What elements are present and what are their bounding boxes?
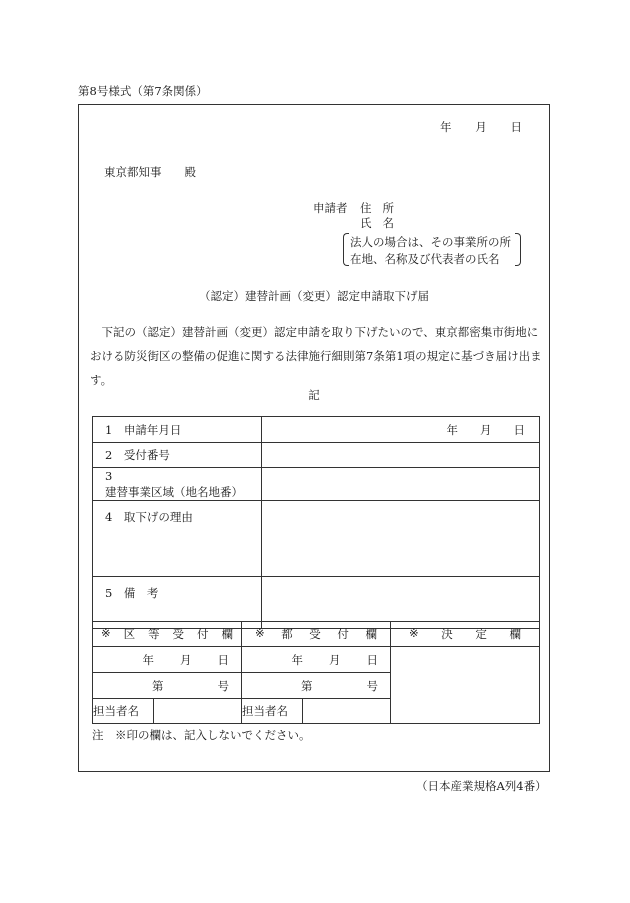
metro-date-chars [242,652,390,668]
body-indent [90,325,102,339]
table-row [93,468,540,501]
header-char: 欄 [221,627,233,641]
metro-number-chars [242,678,390,694]
day-label: 日 [217,652,229,667]
header-char: 都 [281,627,293,641]
year-label: 年 [446,422,458,437]
number-prefix: 第 [152,678,164,693]
row-label: 備 考 [123,586,159,600]
metro-receipt-number[interactable] [242,673,391,699]
header-char: 受 [172,627,185,641]
corporation-note-line-2: 在地、名称及び代表者の氏名 [350,252,500,266]
left-bracket [343,233,349,266]
mark-icon: ※ [255,626,265,640]
number-suffix: 号 [366,678,378,693]
row-number: 3 [105,469,113,483]
decision-header [391,622,540,647]
row-label: 建替事業区域（地名地番） [105,485,243,499]
row-label: 申請年月日 [123,422,182,437]
number-prefix: 第 [301,678,313,693]
metro-receipt-date[interactable] [242,647,391,673]
submission-date [440,119,522,135]
ward-receipt-date[interactable] [93,647,242,673]
corporation-note [343,233,521,266]
address-char-2: 所 [382,201,394,215]
header-char: 付 [197,627,209,641]
withdrawal-reason-field[interactable] [262,501,540,577]
project-area-field[interactable] [262,468,540,501]
address-char-1: 住 [360,201,372,215]
ki-heading: 記 [308,388,320,402]
body-text: 下記の（認定）建替計画（変更）認定申請を取り下げたいので、東京都密集市街地における防災街区の整備の促進に関する法律施行細則第7条第1項の規定に基づき届け出ます。 [90,325,542,387]
applicant-name-label [360,215,394,231]
day-label: 日 [513,422,525,437]
ward-number-chars [93,678,241,694]
application-table [92,416,540,629]
decision-header-text [409,626,521,642]
applicant-address-label [360,200,394,216]
receipt-number-field[interactable] [262,443,540,468]
document-title: （認定）建替計画（変更）認定申請取下げ届 [199,289,429,303]
ward-receipt-number[interactable] [93,673,242,699]
metro-staff-field[interactable] [303,699,391,724]
name-char-1: 氏 [360,216,372,230]
metro-staff-label: 担当者名 [242,699,303,724]
row-number: 2 [105,448,113,462]
number-suffix: 号 [217,678,229,693]
header-char: 欄 [509,627,521,641]
row-number: 4 [105,510,113,524]
addressee [104,164,196,180]
body-paragraph [90,320,542,392]
addressee-honorific: 殿 [184,165,196,179]
header-char: 決 [441,627,453,641]
office-use-table [92,621,540,724]
paper-size-spec: （日本産業規格A列4番） [416,779,547,793]
corporation-note-text [350,234,511,268]
month-label: 月 [475,120,487,134]
row-label-application-date [93,417,262,443]
day-label: 日 [366,652,378,667]
year-label: 年 [440,120,452,134]
ward-receipt-header-text [101,626,233,642]
row-label-withdrawal-reason [93,501,262,577]
row-label-receipt-number [93,443,262,468]
row-label-project-area [93,468,262,501]
mark-icon: ※ [409,626,419,640]
header-char: 付 [337,627,349,641]
office-date-row [93,647,540,673]
ward-receipt-header [93,622,242,647]
footnote: 注 ※印の欄は、記入しないでください。 [92,728,311,742]
header-char: 等 [148,627,160,641]
header-char: 区 [123,627,136,641]
right-bracket [515,233,521,266]
header-char: 欄 [365,627,377,641]
office-header-row [93,622,540,647]
year-label: 年 [142,652,154,667]
ward-date-chars [93,652,241,668]
month-label: 月 [180,652,192,667]
form-number-title: 第8号様式（第7条関係） [78,84,208,98]
row-label: 取下げの理由 [123,510,193,524]
addressee-name: 東京都知事 [104,165,162,179]
month-label: 月 [480,422,492,437]
day-label: 日 [510,120,522,134]
metro-receipt-header [242,622,391,647]
row-label: 受付番号 [123,448,170,462]
application-date-chars [262,422,539,438]
ward-staff-label: 担当者名 [93,699,154,724]
row-number: 1 [105,422,113,437]
ward-staff-field[interactable] [154,699,242,724]
metro-receipt-header-text [255,626,377,642]
table-row [93,417,540,443]
header-char: 受 [309,627,321,641]
decision-field[interactable] [391,647,540,724]
year-label: 年 [291,652,303,667]
table-row [93,501,540,577]
applicant-label: 申請者 [313,201,348,215]
mark-icon: ※ [101,626,111,640]
table-row [93,443,540,468]
corporation-note-line-1: 法人の場合は、その事業所の所 [350,235,511,249]
month-label: 月 [329,652,341,667]
name-char-2: 名 [382,216,394,230]
header-char: 定 [475,627,487,641]
application-date-field[interactable] [262,417,540,443]
row-number: 5 [105,586,113,600]
